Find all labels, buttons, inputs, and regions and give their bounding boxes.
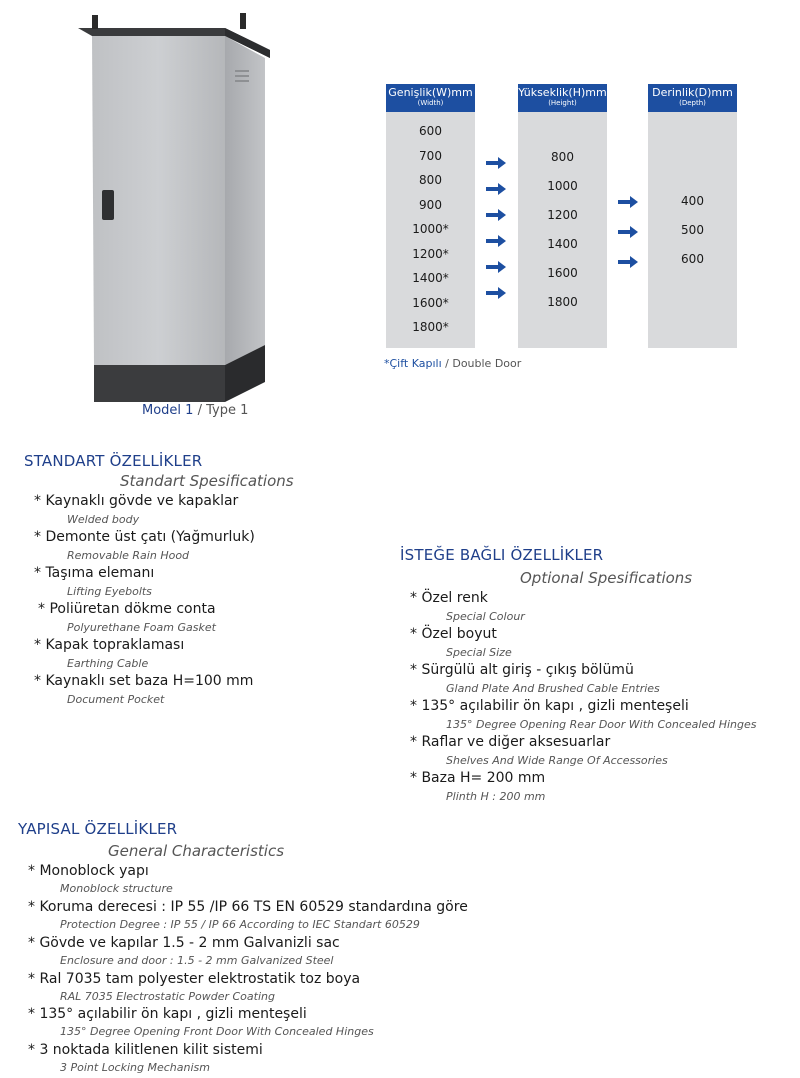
- general-section-title: YAPISAL ÖZELLİKLER: [18, 820, 178, 838]
- width-value: 600: [419, 124, 442, 138]
- height-value: 1000: [547, 179, 578, 193]
- list-item-translation: Document Pocket: [67, 693, 165, 706]
- arrow-right-icon: [618, 196, 638, 208]
- list-item-translation: Earthing Cable: [67, 657, 149, 670]
- standard-section-subtitle: Standart Spesifications: [120, 472, 294, 490]
- list-item-translation: Monoblock structure: [60, 882, 173, 895]
- cabinet-illustration: [70, 10, 290, 405]
- type-label: Type 1: [206, 403, 249, 418]
- height-value: 800: [551, 150, 574, 164]
- arrow-right-icon: [486, 235, 506, 247]
- arrow-right-icon: [618, 226, 638, 238]
- width-value: 1400*: [412, 271, 449, 285]
- list-item: * Baza H= 200 mm: [410, 770, 546, 786]
- width-header: Genişlik(W)mm (Width): [386, 84, 475, 112]
- optional-section-title: İSTEĞE BAĞLI ÖZELLİKLER: [400, 546, 604, 564]
- width-value: 800: [419, 173, 442, 187]
- standard-section-title: STANDART ÖZELLİKLER: [24, 452, 203, 470]
- depth-value: 400: [681, 194, 704, 208]
- arrow-right-icon: [486, 183, 506, 195]
- list-item: * Monoblock yapı: [28, 863, 149, 879]
- height-value: 1800: [547, 295, 578, 309]
- list-item: * Kaynaklı set baza H=100 mm: [34, 673, 254, 689]
- list-item-translation: Polyurethane Foam Gasket: [67, 621, 216, 634]
- width-value: 1000*: [412, 222, 449, 236]
- double-door-footnote: *Çift Kapılı / Double Door: [384, 357, 522, 370]
- width-value: 700: [419, 149, 442, 163]
- list-item: * Poliüretan dökme conta: [38, 601, 216, 617]
- depth-value: 500: [681, 223, 704, 237]
- model-label: Model 1: [142, 403, 194, 418]
- list-item: * Raflar ve diğer aksesuarlar: [410, 734, 611, 750]
- list-item: * Kapak topraklaması: [34, 637, 185, 653]
- list-item-translation: RAL 7035 Electrostatic Powder Coating: [60, 990, 275, 1003]
- arrow-right-icon: [486, 209, 506, 221]
- list-item-translation: Special Colour: [446, 610, 525, 623]
- list-item-translation: Removable Rain Hood: [67, 549, 190, 562]
- optional-section-subtitle: Optional Spesifications: [520, 569, 693, 587]
- arrow-right-icon: [486, 261, 506, 273]
- height-column: [518, 84, 607, 348]
- model-caption: Model 1 / Type 1: [142, 403, 249, 418]
- width-value: 1800*: [412, 320, 449, 334]
- list-item-translation: 135° Degree Opening Rear Door With Concealed Hinges: [446, 718, 757, 731]
- height-value: 1200: [547, 208, 578, 222]
- height-header: Yükseklik(H)mm (Height): [518, 84, 607, 112]
- list-item-translation: Gland Plate And Brushed Cable Entries: [446, 682, 660, 695]
- list-item-translation: 3 Point Locking Mechanism: [60, 1061, 210, 1074]
- width-value: 900: [419, 198, 442, 212]
- arrow-right-icon: [486, 287, 506, 299]
- list-item: * 135° açılabilir ön kapı , gizli menteşeli: [410, 698, 689, 714]
- height-value: 1600: [547, 266, 578, 280]
- list-item: * Koruma derecesi : IP 55 /IP 66 TS EN 60529 standardına göre: [28, 899, 468, 915]
- list-item-translation: Shelves And Wide Range Of Accessories: [446, 754, 668, 767]
- depth-column: [648, 84, 737, 348]
- height-value: 1400: [547, 237, 578, 251]
- list-item: * Özel renk: [410, 590, 488, 606]
- list-item: * 3 noktada kilitlenen kilit sistemi: [28, 1042, 263, 1058]
- list-item: * Taşıma elemanı: [34, 565, 155, 581]
- list-item: * Kaynaklı gövde ve kapaklar: [34, 493, 239, 509]
- list-item-translation: 135° Degree Opening Front Door With Concealed Hinges: [60, 1025, 374, 1038]
- list-item-translation: Lifting Eyebolts: [67, 585, 152, 598]
- general-section-subtitle: General Characteristics: [108, 842, 285, 860]
- arrow-right-icon: [486, 157, 506, 169]
- list-item: * Sürgülü alt giriş - çıkış bölümü: [410, 662, 634, 678]
- width-column: [386, 84, 475, 348]
- list-item-translation: Enclosure and door : 1.5 - 2 mm Galvanized Steel: [60, 954, 334, 967]
- width-value: 1200*: [412, 247, 449, 261]
- list-item-translation: Plinth H : 200 mm: [446, 790, 546, 803]
- list-item-translation: Special Size: [446, 646, 512, 659]
- depth-header: Derinlik(D)mm (Depth): [648, 84, 737, 112]
- width-value: 1600*: [412, 296, 449, 310]
- list-item: * Özel boyut: [410, 626, 497, 642]
- list-item: * Demonte üst çatı (Yağmurluk): [34, 529, 255, 545]
- depth-value: 600: [681, 252, 704, 266]
- arrow-right-icon: [618, 256, 638, 268]
- list-item-translation: Welded body: [67, 513, 140, 526]
- list-item-translation: Protection Degree : IP 55 / IP 66 According to IEC Standart 60529: [60, 918, 420, 931]
- list-item: * Gövde ve kapılar 1.5 - 2 mm Galvanizli sac: [28, 935, 340, 951]
- list-item: * Ral 7035 tam polyester elektrostatik toz boya: [28, 971, 361, 987]
- list-item: * 135° açılabilir ön kapı , gizli menteşeli: [28, 1006, 307, 1022]
